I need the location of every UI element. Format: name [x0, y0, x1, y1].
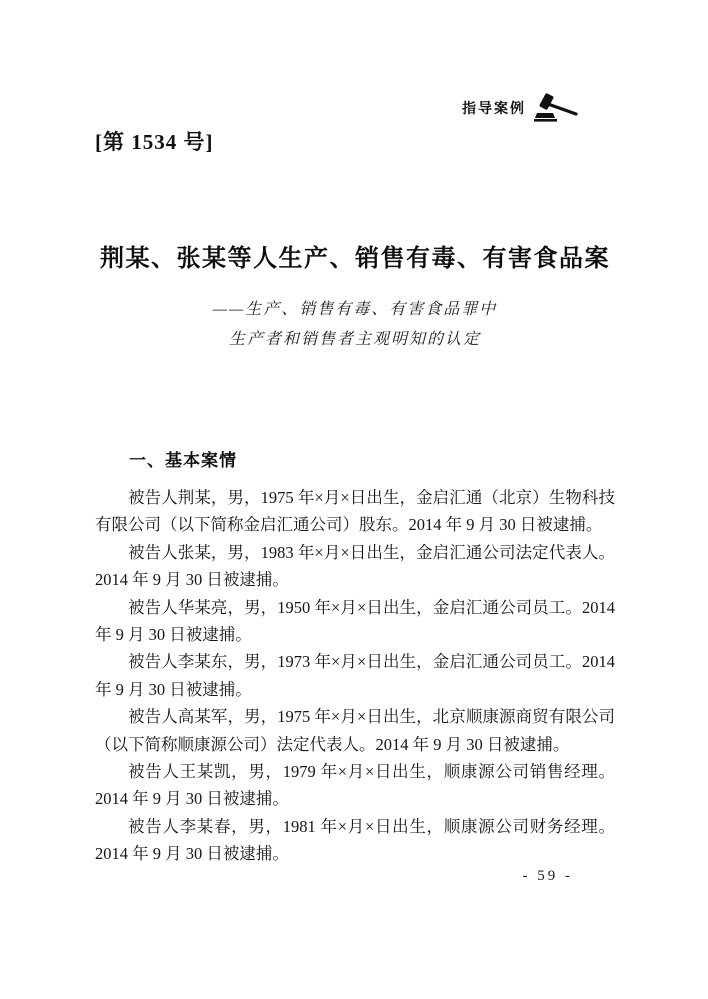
paragraph-defendant-li-dong: 被告人李某东，男，1973 年×月×日出生，金启汇通公司员工。2014 年 9 月 30 日被逮捕。: [95, 652, 615, 699]
running-head: [462, 93, 578, 123]
paragraph-defendant-li-chun: 被告人李某春，男，1981 年×月×日出生，顺康源公司财务经理。2014 年 9 月 30 日被逮捕。: [95, 816, 615, 864]
page-number: - 59 -: [522, 868, 573, 884]
paragraph-defendant-wang: 被告人王某凯，男，1979 年×月×日出生，顺康源公司销售经理。2014 年 9 月 30 日被逮捕。: [95, 762, 615, 809]
paragraph-defendant-zhang: 被告人张某，男，1983 年×月×日出生，金启汇通公司法定代表人。2014 年 9 月 30 日被逮捕。: [95, 542, 615, 590]
section-heading-basic-facts: 一、基本案情: [129, 451, 237, 470]
paragraph-defendant-gao: 被告人高某军，男，1975 年×月×日出生，北京顺康源商贸有限公司（以下简称顺康源公司）法定代表人。2014 年 9 月 30 日被逮捕。: [95, 707, 615, 754]
case-subtitle-line1: ——生产、销售有毒、有害食品罪中: [212, 301, 498, 318]
body-text: [95, 484, 615, 868]
gavel-icon: [534, 93, 578, 123]
case-number: [第 1534 号]: [95, 130, 214, 154]
paragraph-defendant-hua: 被告人华某亮，男，1950 年×月×日出生，金启汇通公司员工。2014 年 9 月 30 日被逮捕。: [95, 597, 615, 645]
case-subtitle-line2: 生产者和销售者主观明知的认定: [228, 331, 481, 348]
paragraph-defendant-jing: 被告人荆某，男，1975 年×月×日出生，金启汇通（北京）生物科技有限公司（以下简称金启汇通公司）股东。2014 年 9 月 30 日被逮捕。: [95, 488, 615, 535]
running-head-label: 指导案例: [462, 102, 526, 117]
case-title: 荆某、张某等人生产、销售有毒、有害食品案: [100, 246, 610, 272]
